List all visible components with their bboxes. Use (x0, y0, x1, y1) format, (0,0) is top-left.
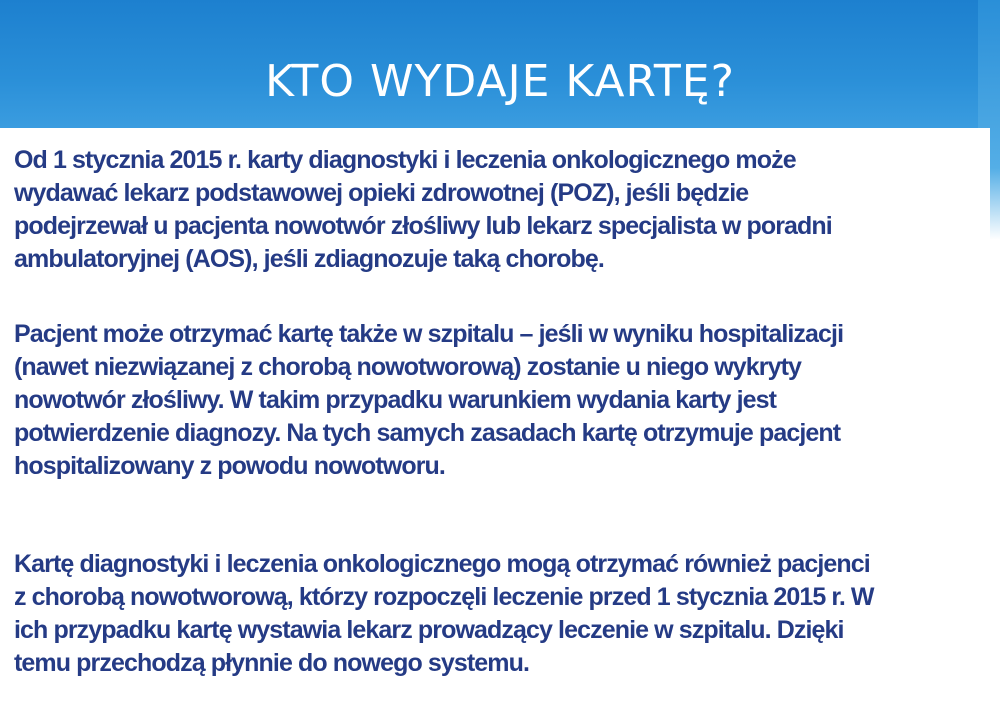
text-line: Od 1 stycznia 2015 r. karty diagnostyki i leczenia onkologicznego może (14, 146, 796, 174)
paragraph-issuers (14, 144, 982, 276)
text-line: temu przechodzą płynnie do nowego systemu. (14, 649, 530, 677)
content-panel (0, 128, 990, 725)
paragraph-existing-patients (14, 548, 982, 680)
paragraph-hospital (14, 318, 982, 483)
text-line: wydawać lekarz podstawowej opieki zdrowotnej (POZ), jeśli będzie (14, 179, 749, 207)
page-title: KTO WYDAJE KARTĘ? (265, 56, 735, 107)
text-line: ich przypadku kartę wystawia lekarz prowadzący leczenie w szpitalu. Dzięki (14, 616, 844, 644)
text-line: podejrzewał u pacjenta nowotwór złośliwy lub lekarz specjalista w poradni (14, 212, 832, 240)
text-line: ambulatoryjnej (AOS), jeśli zdiagnozuje taką chorobę. (14, 245, 604, 273)
text-line: Pacjent może otrzymać kartę także w szpitalu – jeśli w wyniku hospitalizacji (14, 320, 844, 348)
text-line: Kartę diagnostyki i leczenia onkologicznego mogą otrzymać również pacjenci (14, 550, 870, 578)
text-line: hospitalizowany z powodu nowotworu. (14, 452, 445, 480)
text-line: z chorobą nowotworową, którzy rozpoczęli leczenie przed 1 stycznia 2015 r. W (14, 583, 874, 611)
text-line: nowotwór złośliwy. W takim przypadku warunkiem wydania karty jest (14, 386, 777, 414)
text-line: (nawet niezwiązanej z chorobą nowotworową) zostanie u niego wykryty (14, 353, 802, 381)
text-line: potwierdzenie diagnozy. Na tych samych zasadach kartę otrzymuje pacjent (14, 419, 841, 447)
